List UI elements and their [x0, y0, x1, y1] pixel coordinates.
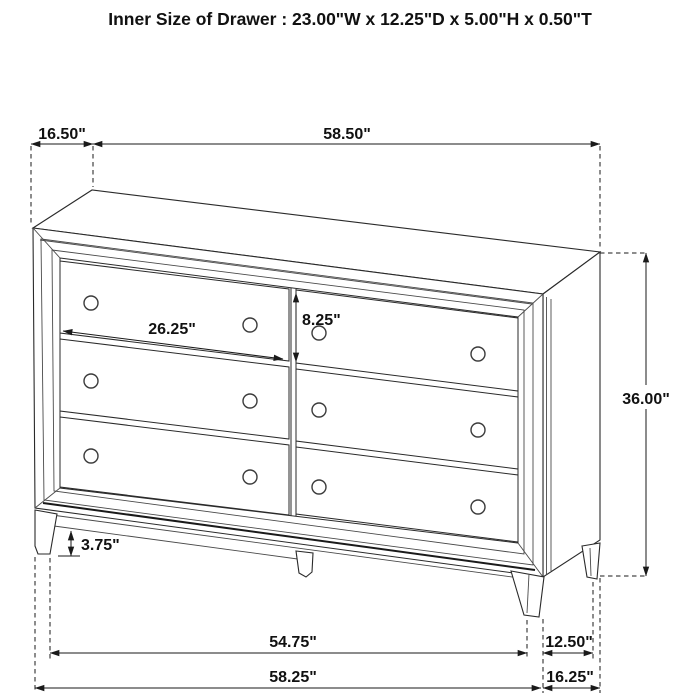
- dim-label-drawer-front-height: 8.25": [302, 312, 341, 329]
- dim-side-leg-span: [543, 634, 593, 653]
- knob-icon: [243, 394, 257, 408]
- dim-label-base-width: 58.25": [269, 669, 317, 686]
- dim-label-base-depth: 16.25": [546, 669, 594, 686]
- dim-label-side-leg-span: 12.50": [545, 634, 593, 651]
- dim-label-overall-height: 36.00": [622, 391, 670, 408]
- knob-icon: [471, 423, 485, 437]
- dim-top-depth: [31, 126, 93, 144]
- knob-icon: [243, 470, 257, 484]
- knob-icon: [312, 403, 326, 417]
- page-title: Inner Size of Drawer : 23.00"W x 12.25"D x 5.00"H x 0.50"T: [108, 9, 592, 29]
- knob-icon: [84, 374, 98, 388]
- knob-icon: [84, 296, 98, 310]
- dim-label-front-leg-span: 54.75": [269, 634, 317, 651]
- leg-front-center: [296, 551, 313, 577]
- knob-icon: [312, 480, 326, 494]
- dim-label-leg-height: 3.75": [81, 537, 120, 554]
- dim-base-depth: [543, 669, 600, 688]
- dim-label-drawer-width: 26.25": [148, 321, 196, 338]
- knob-icon: [84, 449, 98, 463]
- dim-label-top-depth: 16.50": [38, 126, 86, 143]
- knob-icon: [471, 347, 485, 361]
- dresser-right-side-panel: [543, 252, 600, 577]
- knob-icon: [243, 318, 257, 332]
- dim-label-top-width: 58.50": [323, 126, 371, 143]
- knob-icon: [471, 500, 485, 514]
